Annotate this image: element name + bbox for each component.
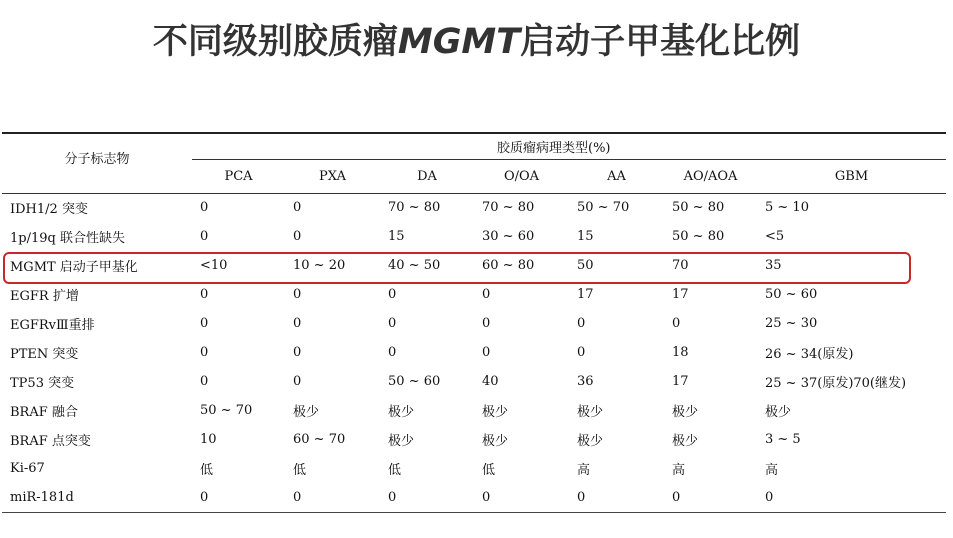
value-cell: 40 ~ 50 (388, 258, 441, 273)
value-cell: 0 (293, 316, 302, 331)
value-cell: 0 (293, 345, 302, 360)
value-cell: 极少 (482, 405, 509, 420)
value-cell: 40 (482, 374, 499, 389)
value-cell: 30 ~ 60 (482, 229, 535, 244)
value-cell: 18 (672, 345, 689, 360)
value-cell: 极少 (765, 405, 792, 420)
value-cell: 0 (200, 200, 209, 216)
value-cell: 0 (577, 345, 586, 360)
value-cell: 0 (293, 229, 302, 244)
value-cell: 0 (200, 287, 209, 302)
marker-cell: EGFR 扩增 (10, 289, 79, 304)
column-header: PXA (319, 168, 346, 184)
value-cell: 极少 (388, 434, 415, 449)
value-cell: 50 ~ 60 (765, 287, 818, 302)
value-cell: 极少 (672, 405, 699, 420)
marker-table (2, 132, 946, 513)
value-cell: 0 (293, 287, 302, 302)
marker-cell: Ki-67 (10, 461, 45, 476)
value-cell: 25 ~ 30 (765, 316, 818, 331)
value-cell: 3 ~ 5 (765, 432, 801, 447)
value-cell: 0 (200, 345, 209, 360)
group-header: 胶质瘤病理类型(%) (192, 133, 946, 159)
value-cell: 0 (482, 489, 491, 505)
value-cell: 5 ~ 10 (765, 200, 809, 216)
value-cell: 低 (482, 463, 496, 478)
marker-cell: EGFRvⅢ重排 (10, 318, 95, 333)
value-cell: 50 ~ 80 (672, 229, 725, 244)
value-cell: 70 (672, 258, 689, 273)
marker-cell: 1p/19q 联合性缺失 (10, 231, 125, 246)
value-cell: 0 (200, 229, 209, 244)
value-cell: 17 (672, 287, 689, 302)
value-cell: 60 ~ 80 (482, 258, 535, 273)
value-cell: 10 ~ 20 (293, 258, 346, 273)
column-header: AA (607, 168, 626, 184)
title-italic: MGMT (397, 22, 521, 62)
value-cell: 35 (765, 258, 782, 273)
value-cell: 低 (388, 463, 402, 478)
value-cell: 36 (577, 374, 594, 389)
table-row (2, 222, 946, 251)
column-header: AO/AOA (683, 168, 738, 184)
table-row (2, 309, 946, 338)
value-cell: 0 (577, 316, 586, 331)
table-row (2, 338, 946, 367)
value-cell: 0 (765, 489, 774, 505)
table-row (2, 280, 946, 309)
value-cell: 0 (482, 345, 491, 360)
value-cell: 70 ~ 80 (388, 200, 441, 216)
value-cell: 50 ~ 70 (200, 403, 253, 418)
value-cell: 50 ~ 60 (388, 374, 441, 389)
value-cell: 极少 (577, 405, 604, 420)
table-row (2, 425, 946, 454)
value-cell: 60 ~ 70 (293, 432, 346, 447)
value-cell: 高 (765, 463, 779, 478)
value-cell: 0 (293, 200, 302, 216)
table-row (2, 367, 946, 396)
value-cell: 50 ~ 80 (672, 200, 725, 216)
value-cell: 极少 (577, 434, 604, 449)
marker-cell: IDH1/2 突变 (10, 202, 88, 218)
value-cell: 0 (388, 345, 397, 360)
value-cell: <10 (200, 258, 228, 273)
value-cell: 0 (200, 374, 209, 389)
marker-cell: TP53 突变 (10, 376, 75, 391)
value-cell: 50 (577, 258, 594, 273)
value-cell: 0 (293, 374, 302, 389)
value-cell: 50 ~ 70 (577, 200, 630, 216)
value-cell: 0 (577, 489, 586, 505)
column-header: O/OA (503, 168, 540, 184)
value-cell: 0 (672, 316, 681, 331)
value-cell: 70 ~ 80 (482, 200, 535, 216)
column-header: GBM (834, 168, 869, 184)
value-cell: 25 ~ 37(原发)70(继发) (765, 376, 907, 391)
table-row (2, 483, 946, 512)
value-cell: 17 (577, 287, 594, 302)
row-header: 分子标志物 (64, 152, 130, 167)
value-cell: 低 (200, 463, 214, 478)
table-row (2, 193, 946, 222)
value-cell: 极少 (482, 434, 509, 449)
value-cell: 0 (482, 316, 491, 331)
value-cell: 17 (672, 374, 689, 389)
marker-cell: MGMT 启动子甲基化 (10, 260, 138, 275)
value-cell: 高 (672, 463, 686, 478)
table-row (2, 454, 946, 483)
marker-cell: miR-181d (10, 489, 74, 505)
value-cell: 极少 (672, 434, 699, 449)
marker-cell: PTEN 突变 (10, 347, 79, 362)
column-header: DA (417, 168, 437, 184)
value-cell: 0 (388, 316, 397, 331)
value-cell: 15 (577, 229, 594, 244)
value-cell: 0 (672, 489, 681, 505)
value-cell: 26 ~ 34(原发) (765, 347, 854, 362)
table-row (2, 396, 946, 425)
value-cell: 0 (388, 489, 397, 505)
value-cell: 0 (293, 489, 302, 505)
value-cell: <5 (765, 229, 785, 244)
value-cell: 低 (293, 463, 307, 478)
marker-cell: BRAF 融合 (10, 405, 78, 420)
value-cell: 极少 (388, 405, 415, 420)
title-text: 不同级别胶质瘤 (152, 22, 398, 62)
value-cell: 0 (200, 489, 209, 505)
title-text: 启动子甲基化比例 (520, 22, 801, 62)
value-cell: 10 (200, 432, 217, 447)
slide-title (0, 14, 953, 64)
value-cell: 0 (388, 287, 397, 302)
value-cell: 0 (200, 316, 209, 331)
value-cell: 极少 (293, 405, 320, 420)
value-cell: 0 (482, 287, 491, 302)
marker-cell: BRAF 点突变 (10, 434, 91, 449)
value-cell: 15 (388, 229, 405, 244)
value-cell: 高 (577, 463, 591, 478)
highlight-box (3, 252, 911, 284)
column-header: PCA (224, 168, 253, 184)
